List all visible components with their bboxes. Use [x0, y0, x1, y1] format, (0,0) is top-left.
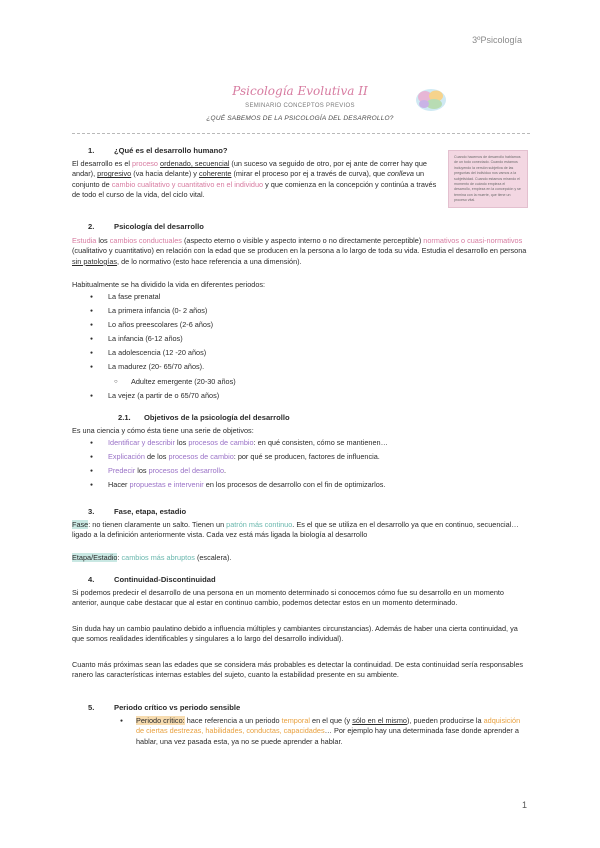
- list-item: ● La adolescencia (12 -20 años): [88, 346, 236, 360]
- section-5-heading: 5. Periodo crítico vs periodo sensible: [88, 703, 241, 712]
- section-4-heading: 4. Continuidad-Discontinuidad: [88, 575, 216, 584]
- list-item: ● La fase prenatal: [88, 290, 236, 304]
- section-4-paragraph-3: Cuanto más próximas sean las edades que se considera más probables es detectar la continuidad. De esta continuidad sería responsables ranero las características internas estables del sujeto, cuanto la estabilidad presente en su ambiente.: [72, 660, 524, 680]
- section-1-heading: 1. ¿Qué es el desarrollo humano?: [88, 146, 228, 155]
- list-sub-item: ○ Adultez emergente (20-30 años): [88, 375, 236, 389]
- critical-period-item: ● Periodo crítico: hace referencia a un periodo temporal en el que (y sólo en el mismo), pueden producirse la adquisición de ciertas destrezas, habilidades, conductas, capacidades… Por ejemplo hay una determinada fase donde aprender a hablar, una vez pasada esta, ya no se puede aprender a hablar.: [120, 716, 521, 746]
- list-item: ● La vejez (a partir de o 65/70 años): [88, 389, 236, 403]
- bullet-icon: ●: [120, 718, 124, 724]
- title-block: [0, 84, 600, 122]
- document-question: ¿QUÉ SABEMOS DE LA PSICOLOGÍA DEL DESARROLLO?: [206, 115, 394, 122]
- list-item: ● Lo años preescolares (2-6 años): [88, 318, 236, 332]
- section-2-1-heading: 2.1. Objetivos de la psicología del desarrollo: [118, 413, 290, 422]
- section-1-paragraph: El desarrollo es el proceso ordenado, secuencial (un suceso va seguido de otro, por ej ante de correr hay que andar), progresivo (va hacia delante) y coherente (mirar el proceso por ej a través de curva), que conlleva un conjunto de cambio cualitativo y cuantitativo en el individuo y que comienza en la concepción y continúa a través de todo el curso de la vida, del ciclo vital.: [72, 159, 437, 200]
- margin-note: Cuando hacemos de desarrollo hablamos de un todo conectado. Cuando estamos incluyendo la versión subjetiva de las preguntas del individuo nos vamos a la subjetividad. Cuando estamos mirando el momento de cuándo empieza el desarrollo, empieza en la concepción y se termina con la muerte, que tiene un proceso vital.: [448, 150, 528, 208]
- list-item: ● La madurez (20- 65/70 años).: [88, 360, 236, 374]
- list-item: ● Hacer propuestas e intervenir en los procesos de desarrollo con el fin de optimizarlos.: [88, 478, 388, 492]
- document-title: Psicología Evolutiva II: [232, 84, 368, 98]
- document-subtitle: SEMINARIO CONCEPTOS PREVIOS: [245, 103, 355, 109]
- list-item: ● La infancia (6-12 años): [88, 332, 236, 346]
- section-3-heading: 3. Fase, etapa, estadio: [88, 507, 187, 516]
- section-divider: [72, 133, 530, 134]
- section-3-stage-line: Etapa/Estadio: cambios más abruptos (escalera).: [72, 553, 232, 562]
- section-3-paragraph: Fase: no tienen claramente un salto. Tienen un patrón más continuo. Es el que se utiliza en el desarrollo ya que en continuo, secuencial… ligado a la definición anteriormente vista. Cada vez está más ligada la biología al desarrollo: [72, 520, 519, 540]
- list-item: ● La primera infancia (0- 2 años): [88, 304, 236, 318]
- objectives-intro: Es una ciencia y cómo ésta tiene una serie de objetivos:: [72, 426, 254, 435]
- section-2-heading: 2. Psicología del desarrollo: [88, 222, 204, 231]
- section-4-paragraph-2: Sin duda hay un cambio paulatino debido a influencia múltiples y cambiantes circunstancias). Además de haber una cierta continuidad, ya que somos realidades identificables y singulares a lo largo del desarrollo individual).: [72, 624, 518, 644]
- list-item: ● Explicación de los procesos de cambio: por qué se producen, factores de influencia.: [88, 450, 388, 464]
- section-2-paragraph: Estudia los cambios conductuales (aspecto eterno o visible y aspecto interno o no directamente perceptible) normativos o cuasi-normativos (cualitativo y cuantitativo) en relación con la edad que se producen en la persona a lo largo de toda su vida. Estudia el desarrollo en persona sin patologías, de lo normativo (esto hace referencia a una dimensión).: [72, 236, 527, 266]
- course-label: 3ºPsicología: [472, 35, 522, 45]
- page-number: 1: [521, 800, 527, 810]
- periods-intro: Habitualmente se ha dividido la vida en diferentes periodos:: [72, 280, 266, 289]
- objectives-list: [88, 436, 388, 492]
- list-item: ● Identificar y describir los procesos de cambio: en qué consisten, cómo se mantienen…: [88, 436, 388, 450]
- decorative-brain-icon: [414, 86, 448, 114]
- section-4-paragraph-1: Si podemos predecir el desarrollo de una persona en un momento determinado si conocemos cómo fue su desarrollo en un momento anterior, aunque cabe destacar que al estar en continuo cambio, podemos detectar estos en un momento determinado.: [72, 588, 504, 608]
- periods-list: [88, 290, 236, 403]
- list-item: ● Predecir los procesos del desarrollo.: [88, 464, 388, 478]
